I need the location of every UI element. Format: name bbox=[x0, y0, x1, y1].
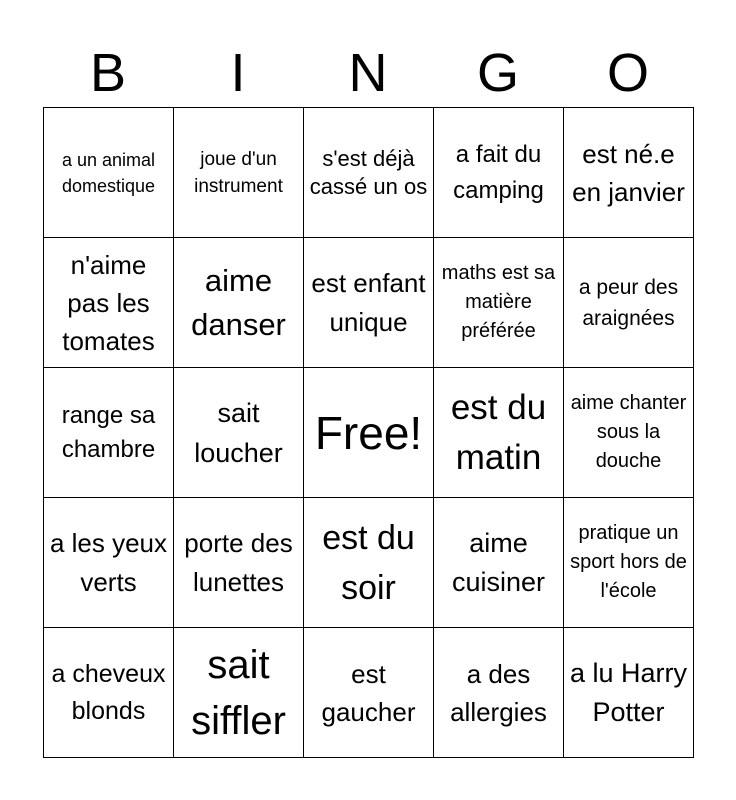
cell-text: range sa chambre bbox=[61, 401, 156, 463]
header-letter-g: G bbox=[476, 43, 519, 103]
bingo-cell[interactable] bbox=[44, 108, 174, 238]
cell-text: a un animal domestique bbox=[61, 149, 156, 196]
bingo-cell[interactable] bbox=[44, 498, 174, 628]
cell-text: est du soir bbox=[322, 518, 415, 607]
bingo-cell[interactable] bbox=[304, 238, 434, 368]
bingo-cell[interactable] bbox=[304, 108, 434, 238]
cell-text: pratique un sport hors de l'école bbox=[570, 522, 687, 602]
cell-text: porte des lunettes bbox=[184, 527, 293, 597]
bingo-cell[interactable] bbox=[174, 498, 304, 628]
bingo-cell[interactable] bbox=[174, 628, 304, 758]
cell-text: est né.e en janvier bbox=[572, 138, 685, 207]
bingo-cell[interactable] bbox=[44, 238, 174, 368]
cell-text: s'est déjà cassé un os bbox=[309, 145, 428, 199]
bingo-header bbox=[43, 38, 693, 108]
header-letter-o: O bbox=[606, 43, 649, 103]
bingo-cell[interactable] bbox=[44, 628, 174, 758]
cell-text: est gaucher bbox=[321, 658, 416, 727]
bingo-cell[interactable] bbox=[564, 368, 694, 498]
cell-text: sait loucher bbox=[194, 397, 283, 468]
bingo-cell[interactable] bbox=[434, 498, 564, 628]
cell-text: aime chanter sous la douche bbox=[570, 392, 687, 472]
cell-text: a fait du camping bbox=[453, 140, 544, 204]
cell-text: n'aime pas les tomates bbox=[62, 249, 155, 356]
cell-text: aime cuisiner bbox=[451, 527, 546, 597]
cell-text: maths est sa matière préférée bbox=[441, 262, 556, 342]
bingo-cell[interactable] bbox=[304, 628, 434, 758]
header-letter-i: I bbox=[230, 43, 246, 103]
cell-text: aime danser bbox=[191, 262, 286, 342]
bingo-cell[interactable] bbox=[564, 108, 694, 238]
header-letter-n: N bbox=[348, 43, 388, 103]
cell-text: a cheveux blonds bbox=[51, 659, 166, 725]
cell-text: a des allergies bbox=[450, 658, 547, 727]
bingo-cell[interactable] bbox=[564, 628, 694, 758]
cell-text: sait siffler bbox=[191, 642, 286, 743]
cell-text: a peur des araignées bbox=[578, 275, 679, 330]
bingo-cell[interactable] bbox=[434, 628, 564, 758]
bingo-cell[interactable] bbox=[44, 368, 174, 498]
bingo-cell[interactable] bbox=[564, 238, 694, 368]
bingo-grid bbox=[43, 107, 694, 758]
bingo-cell[interactable] bbox=[434, 368, 564, 498]
free-space-text: Free! bbox=[314, 406, 423, 459]
cell-text: joue d'un instrument bbox=[194, 148, 283, 197]
bingo-cell[interactable] bbox=[174, 368, 304, 498]
free-space-cell[interactable] bbox=[304, 368, 434, 498]
bingo-cell[interactable] bbox=[564, 498, 694, 628]
cell-text: est du matin bbox=[450, 387, 547, 477]
bingo-cell[interactable] bbox=[434, 238, 564, 368]
cell-text: a lu Harry Potter bbox=[569, 657, 688, 727]
bingo-cell[interactable] bbox=[434, 108, 564, 238]
bingo-cell[interactable] bbox=[174, 238, 304, 368]
bingo-cell[interactable] bbox=[174, 108, 304, 238]
header-letter-b: B bbox=[89, 43, 127, 103]
bingo-cell[interactable] bbox=[304, 498, 434, 628]
cell-text: a les yeux verts bbox=[49, 527, 168, 597]
cell-text: est enfant unique bbox=[311, 267, 426, 337]
